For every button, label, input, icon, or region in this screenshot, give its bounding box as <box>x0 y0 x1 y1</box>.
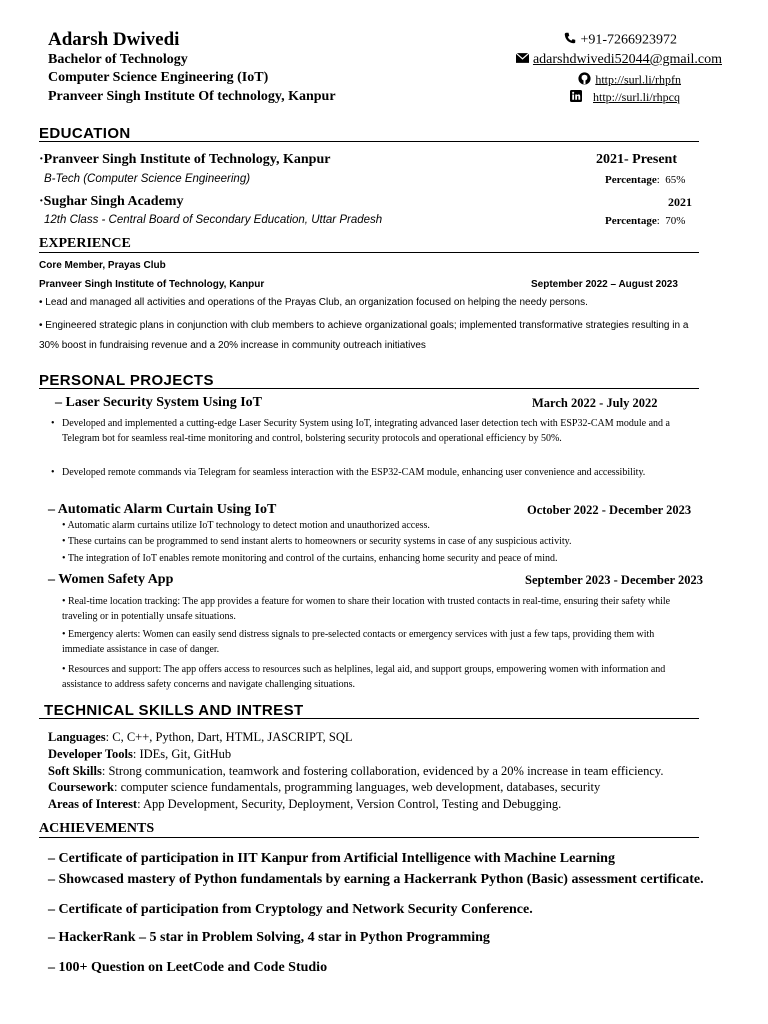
education-school: ·Sughar Singh Academy <box>39 194 184 209</box>
achievement-item: – HackerRank – 5 star in Problem Solving, 4 star in Python Programming <box>48 930 490 945</box>
skills-divider <box>39 718 699 719</box>
email-link[interactable]: adarshdwivedi52044@gmail.com <box>532 52 722 68</box>
achievement-item: – Showcased mastery of Python fundamentals by earning a Hackerrank Python (Basic) assessment certificate. <box>48 872 704 887</box>
github-line <box>578 72 681 89</box>
degree: Bachelor of Technology <box>48 52 188 67</box>
education-degree: 12th Class - Central Board of Secondary Education, Uttar Pradesh <box>44 214 383 226</box>
candidate-name: Adarsh Dwivedi <box>48 29 180 50</box>
bullet-dot: • <box>51 467 55 478</box>
education-heading: EDUCATION <box>39 125 131 142</box>
project-title: – Women Safety App <box>48 572 174 587</box>
skill-row <box>48 747 231 762</box>
project-bullet: • Automatic alarm curtains utilize IoT technology to detect motion and unauthorized access. <box>62 520 430 531</box>
skill-label: Developer Tools <box>48 747 133 761</box>
experience-divider <box>39 252 699 253</box>
education-divider <box>39 141 699 142</box>
bullet-dot: • <box>51 418 55 429</box>
skill-label: Areas of Interest <box>48 797 138 811</box>
achievements-heading: ACHIEVEMENTS <box>39 821 155 836</box>
skill-value: : C, C++, Python, Dart, HTML, JASCRIPT, SQL <box>105 730 353 744</box>
skill-label: Soft Skills <box>48 764 102 778</box>
experience-heading: EXPERIENCE <box>39 236 131 251</box>
skill-row <box>48 780 600 795</box>
skill-value: : App Development, Security, Deployment, Version Control, Testing and Debugging. <box>137 797 562 811</box>
linkedin-line <box>570 90 680 106</box>
project-date: October 2022 - December 2023 <box>527 503 692 517</box>
project-bullet: • Resources and support: The app offers access to resources such as helplines, legal aid, and support groups, empowering women with information and assistance to address safety concerns and navigate challenging situations. <box>62 664 666 690</box>
skill-row <box>48 730 353 745</box>
phone-icon <box>564 32 576 49</box>
achievements-divider <box>39 837 699 838</box>
experience-org: Pranveer Singh Institute of Technology, Kanpur <box>39 279 265 290</box>
education-date: 2021- Present <box>596 152 677 167</box>
skill-value: : computer science fundamentals, programming languages, web development, databases, security <box>113 780 601 794</box>
percentage-label: Percentage <box>605 215 657 227</box>
projects-divider <box>39 388 699 389</box>
achievement-item: – Certificate of participation in IIT Kanpur from Artificial Intelligence with Machine Learning <box>48 851 615 866</box>
education-percentage: Percentage: 70% <box>605 215 686 227</box>
percentage-label: Percentage <box>605 174 657 186</box>
percentage-value: 70% <box>665 215 686 227</box>
github-icon <box>578 72 591 89</box>
education-percentage: Percentage: 65% <box>605 174 686 186</box>
linkedin-link[interactable]: http://surl.li/rhpcq <box>593 90 680 104</box>
project-bullet: • These curtains can be programmed to send instant alerts to homeowners or security systems in case of any suspicious activity. <box>62 536 572 547</box>
education-degree: B-Tech (Computer Science Engineering) <box>44 173 251 185</box>
github-link[interactable]: http://surl.li/rhpfn <box>595 72 681 87</box>
education-date: 2021 <box>668 195 692 209</box>
project-date: September 2023 - December 2023 <box>525 573 703 587</box>
skill-label: Languages <box>48 730 106 744</box>
linkedin-icon <box>570 90 582 106</box>
project-date: March 2022 - July 2022 <box>532 396 658 410</box>
project-bullet: • The integration of IoT enables remote monitoring and control of the curtains, enhancing home security and peace of mind. <box>62 553 558 564</box>
project-bullet: • Emergency alerts: Women can easily send distress signals to pre-selected contacts or emergency services with just a few taps, providing them with immediate assistance in case of danger. <box>62 629 655 655</box>
achievement-item: – Certificate of participation from Cryptology and Network Security Conference. <box>48 902 533 917</box>
projects-heading: PERSONAL PROJECTS <box>39 372 214 389</box>
college: Pranveer Singh Institute Of technology, Kanpur <box>48 89 336 104</box>
skill-row <box>48 764 663 779</box>
project-bullet: Developed and implemented a cutting-edge Laser Security System using IoT, integrating advanced laser detection tech with ESP32-CAM module and a Telegram bot for seamless real-time monitoring and control, bolstering security protocols and operational efficiency by 50%. <box>62 418 670 444</box>
skill-value: : IDEs, Git, GitHub <box>132 747 232 761</box>
experience-role: Core Member, Prayas Club <box>39 260 166 271</box>
skills-heading: TECHNICAL SKILLS AND INTREST <box>44 702 304 719</box>
phone-line <box>564 32 677 49</box>
project-bullet: • Real-time location tracking: The app provides a feature for women to share their location with trusted contacts in real-time, ensuring their safety while traveling or in potentially unsafe situations. <box>62 596 671 622</box>
email-line <box>516 52 722 68</box>
skill-value: : Strong communication, teamwork and fostering collaboration, evidenced by a 20% increase in team efficiency. <box>101 764 664 778</box>
project-title: – Automatic Alarm Curtain Using IoT <box>48 502 277 517</box>
phone-number: +91-7266923972 <box>580 32 677 48</box>
skill-label: Coursework <box>48 780 114 794</box>
experience-bullet: • Lead and managed all activities and operations of the Prayas Club, an organization focused on helping the needy persons. <box>39 297 588 308</box>
achievement-item: – 100+ Question on LeetCode and Code Studio <box>48 960 328 975</box>
project-bullet: Developed remote commands via Telegram for seamless interaction with the ESP32-CAM module, enhancing user convenience and accessibility. <box>62 467 646 478</box>
education-school: ·Pranveer Singh Institute of Technology, Kanpur <box>39 152 331 167</box>
experience-bullet: • Engineered strategic plans in conjunction with club members to achieve organizational goals; implemented transformative strategies resulting in a 30% boost in fundraising revenue and a 20% increase in community outreach initiatives <box>39 320 689 351</box>
branch: Computer Science Engineering (IoT) <box>48 70 269 85</box>
experience-date: September 2022 – August 2023 <box>531 279 678 290</box>
percentage-value: 65% <box>665 174 686 186</box>
skill-row <box>48 797 561 812</box>
envelope-icon <box>516 52 529 68</box>
project-title: – Laser Security System Using IoT <box>55 395 263 410</box>
